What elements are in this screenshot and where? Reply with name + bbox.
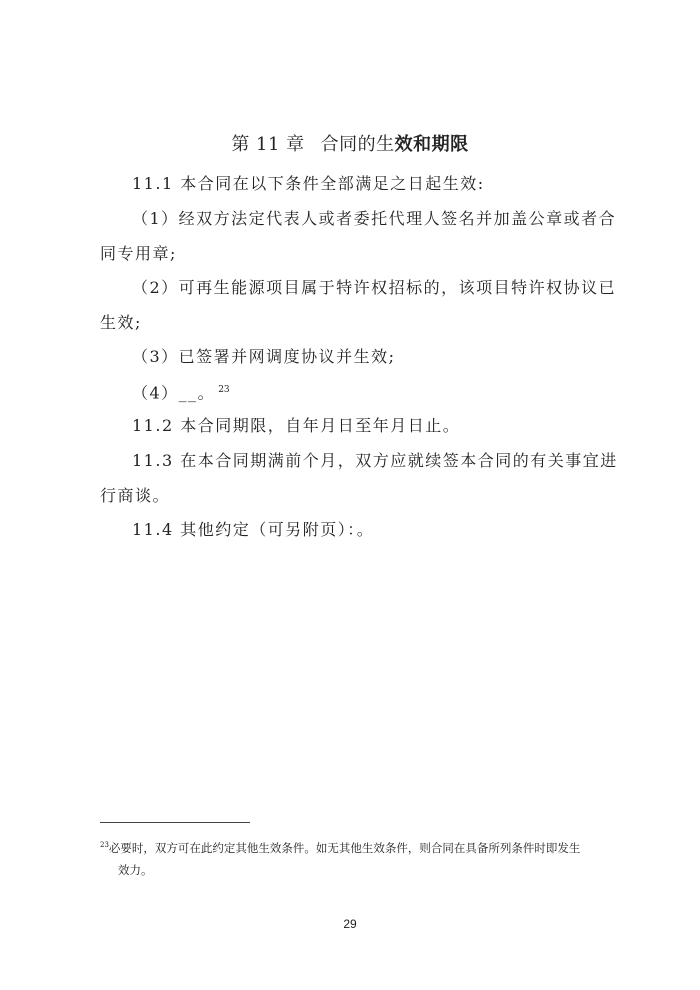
footnote-divider [100, 822, 250, 823]
chapter-title-part2: 效和期限 [394, 134, 469, 155]
chapter-number: 第 11 章 [231, 134, 305, 155]
paragraph-item-4 [100, 373, 620, 410]
footnote-reference: 23 [218, 385, 230, 395]
paragraph-item-1-line2: 同专用章; [100, 244, 177, 263]
paragraph-11-3-line1: 11.3 在本合同期满前个月，双方应就续签本合同的有关事宜进 [132, 451, 618, 470]
paragraph-item-4-text: （4）__。 [132, 383, 216, 403]
paragraph-11-3-line2: 行商谈。 [100, 486, 171, 505]
paragraph-item-2-line2: 生效; [100, 313, 142, 332]
paragraph-item-1-line1: （1）经双方法定代表人或者委托代理人签名并加盖公章或者合 [132, 209, 617, 228]
chapter-title [0, 130, 700, 156]
footnote-number: 23 [100, 841, 109, 849]
paragraph-item-3: （3）已签署并网调度协议并生效; [132, 347, 396, 366]
paragraph-11-2: 11.2 本合同期限，自年月日至年月日止。 [132, 416, 461, 435]
footnote-text-line2: 效力。 [118, 862, 153, 877]
footnote [100, 834, 620, 881]
paragraph-item-2-line1: （2）可再生能源项目属于特许权招标的，该项目特许权协议已 [132, 278, 617, 297]
footnote-line1 [100, 834, 620, 859]
chapter-title-part1: 合同的生 [320, 134, 395, 155]
paragraph-11-4: 11.4 其他约定（可另附页）：。 [132, 520, 375, 539]
paragraph-11-1: 11.1 本合同在以下条件全部满足之日起生效: [132, 174, 485, 193]
page-number: 29 [343, 917, 357, 931]
footnote-text-line1: 必要时，双方可在此约定其他生效条件。如无其他生效条件，则合同在具备所列条件时即发生 [108, 840, 581, 855]
